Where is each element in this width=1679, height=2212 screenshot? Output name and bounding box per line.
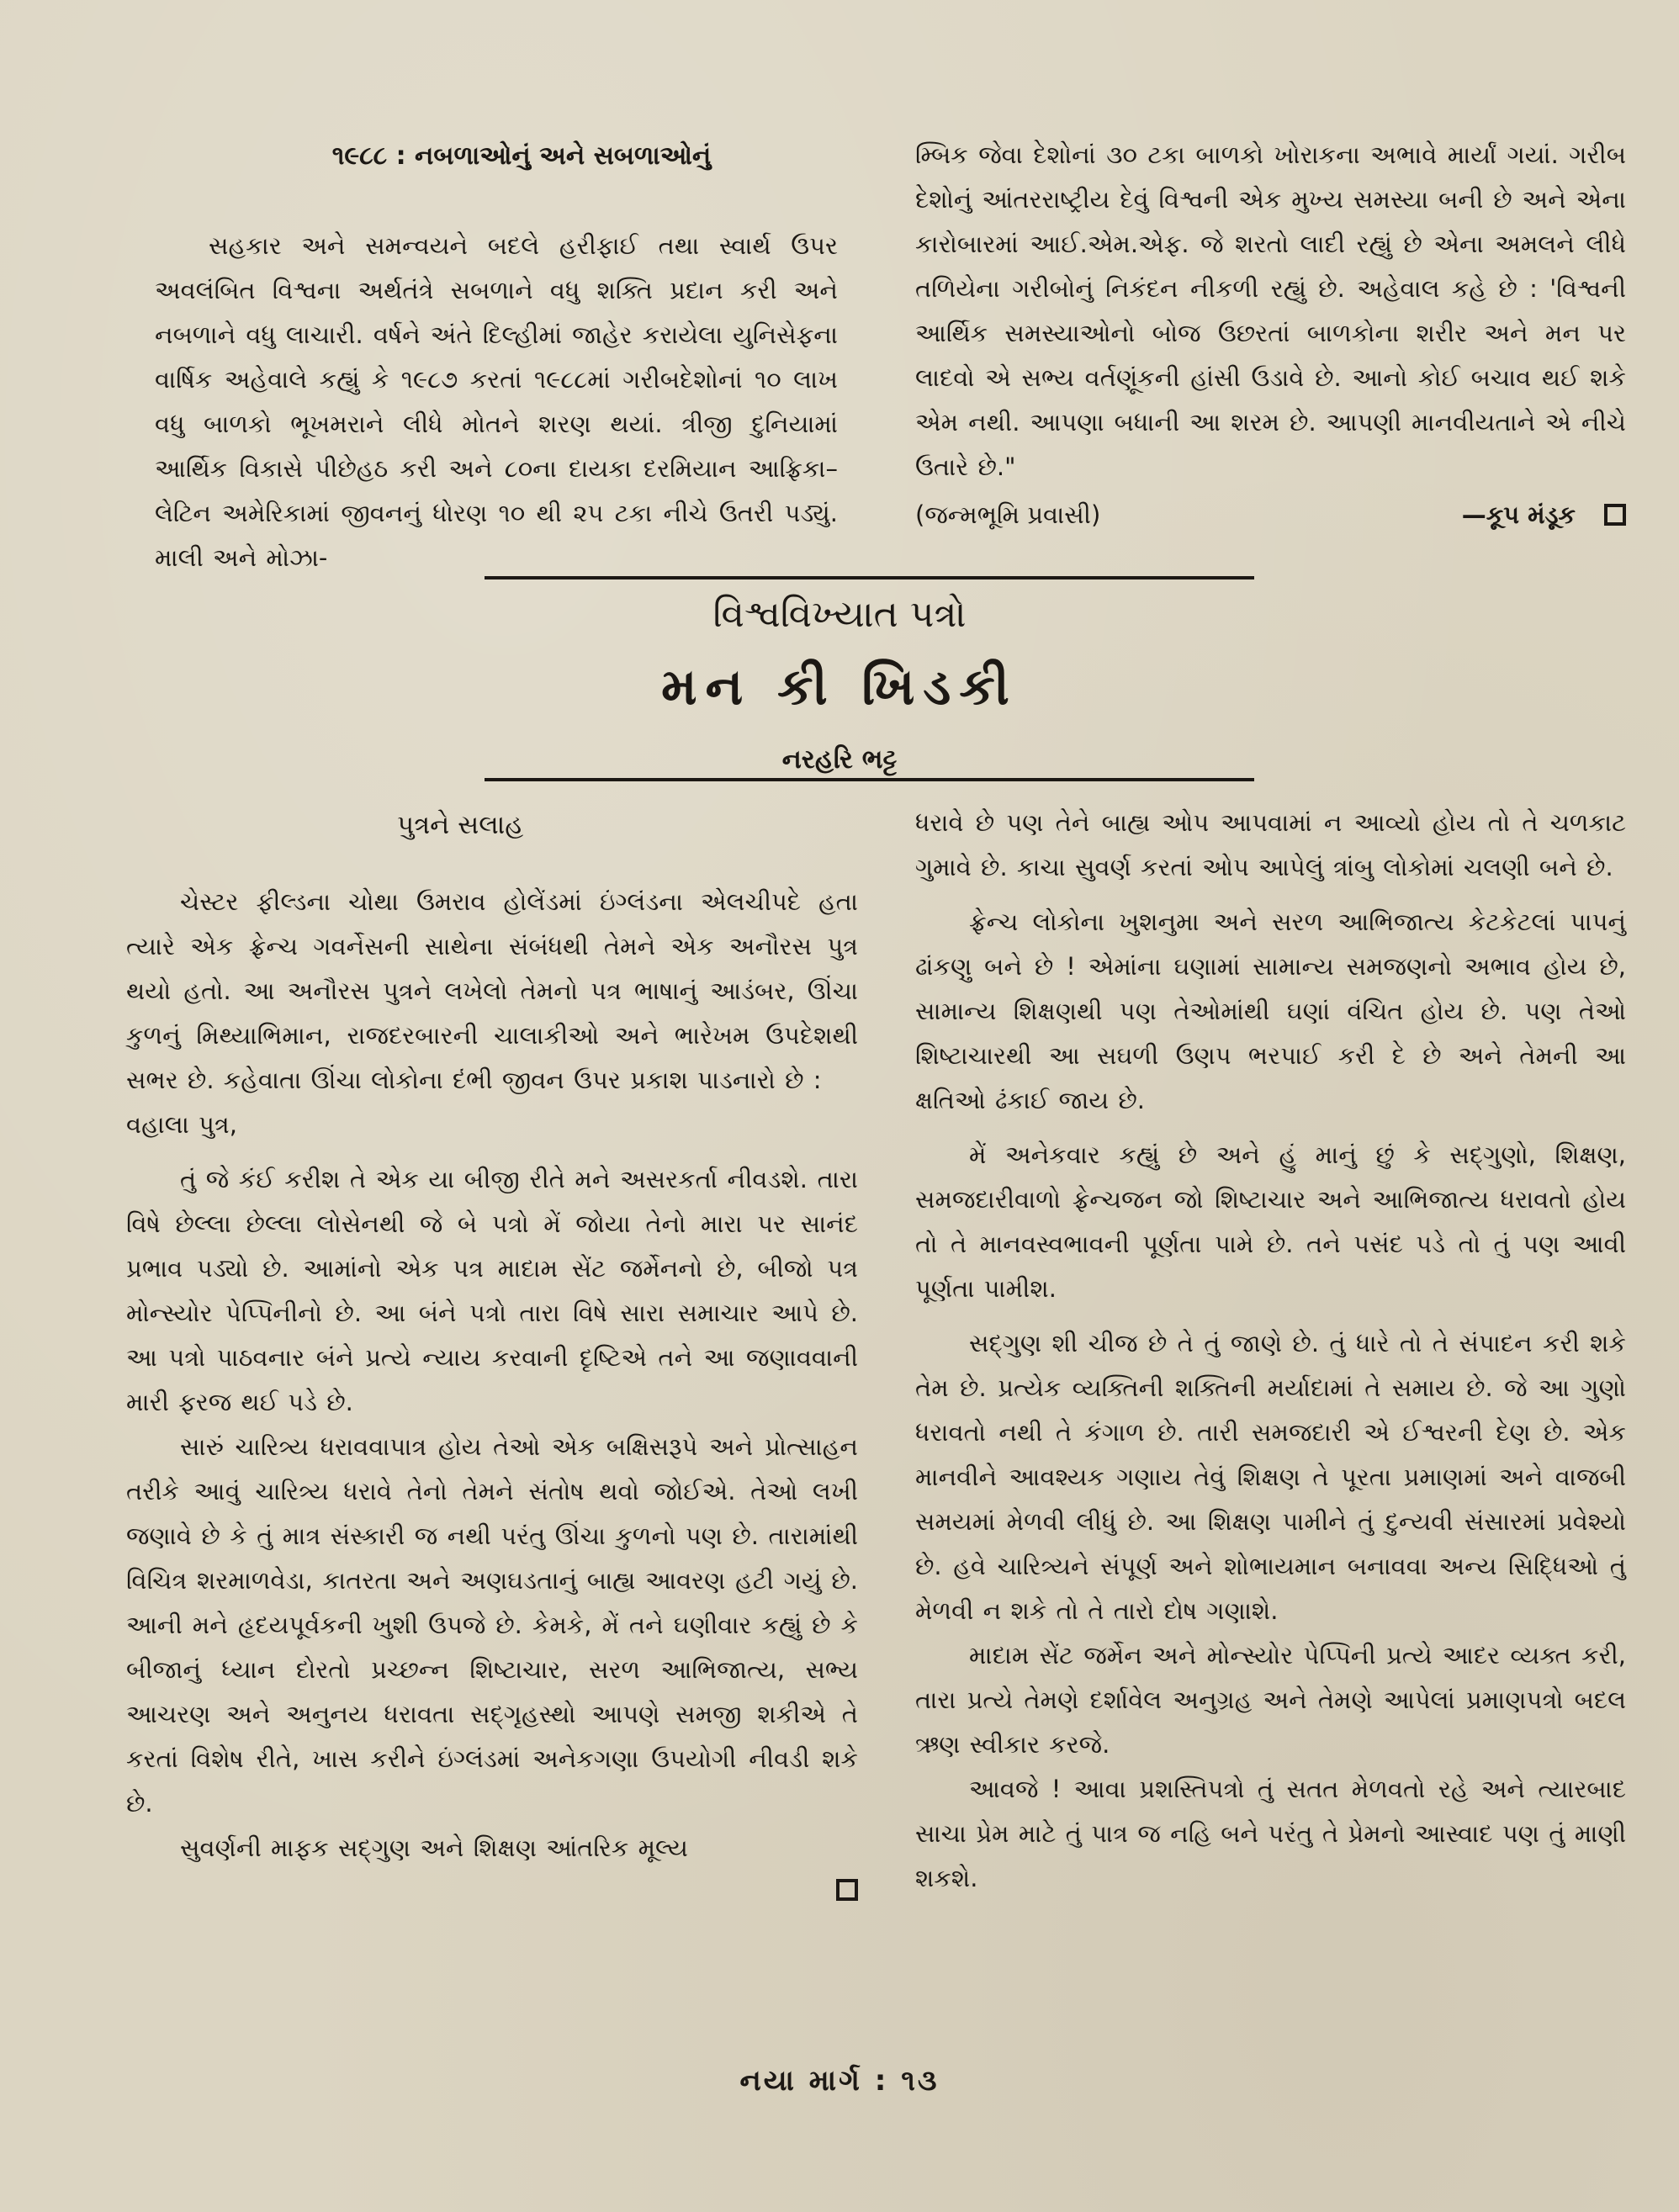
letter-salutation: વહાલા પુત્ર, xyxy=(126,1110,237,1139)
article-end-mark-icon xyxy=(836,1879,858,1901)
top-right-column xyxy=(915,133,1626,535)
top-right-paragraph: મ્બિક જેવા દેશોનાં ૩૦ ટકા બાળકો ખોરાકના અભાવે માર્યાં ગયાં. ગરીબ દેશોનું આંતરરાષ્ટ્રીય દેવું વિશ્વની એક મુખ્ય સમસ્યા બની છે અને એના કારોબારમાં આઈ.એમ.એફ. જે શરતો લાદી રહ્યું છે એના અમલને લીધે તળિયેના ગરીબોનું નિકંદન નીકળી રહ્યું છે. અહેવાલ કહે છે : 'વિશ્વની આર્થિક સમસ્યાઓનો બોજ ઉછરતાં બાળકોના શરીર અને મન પર લાદવો એ સભ્ય વર્તણૂંકની હાંસી ઉડાવે છે. આનો કોઈ બચાવ થઈ શકે એમ નથી. આપણા બધાની આ શરમ છે. આપણી માનવીયતાને એ નીચે ઉતારે છે." xyxy=(915,140,1626,481)
article-right-column xyxy=(915,801,1626,1901)
letter-paragraph-2: સારું ચારિત્ર્ય ધરાવવાપાત્ર હોય તેઓ એક બક્ષિસરૂપે અને પ્રોત્સાહન તરીકે આવું ચારિત્ર્ય ધરાવે તેનો તેમને સંતોષ થવો જોઈએ. તેઓ લખી જણાવે છે કે તું માત્ર સંસ્કારી જ નથી પરંતુ ઊંચા કુળનો પણ છે. તારામાંથી વિચિત્ર શરમાળવેડા, કાતરતા અને અણઘડતાનું બાહ્ય આવરણ હટી ગયું છે. આની મને હૃદયપૂર્વકની ખુશી ઉપજે છે. કેમકે, મેં તને ઘણીવાર કહ્યું છે કે બીજાનું ધ્યાન દોરતો પ્રચ્છન્ન શિષ્ટાચાર, સરળ આભિજાત્ય, સભ્ય આચરણ અને અનુનય ધરાવતા સદ્‌ગૃહસ્થો આપણે સમજી શકીએ તે કરતાં વિશેષ રીતે, ખાસ કરીને ઇંગ્લંડમાં અનેકગણા ઉપયોગી નીવડી શકે છે. xyxy=(126,1432,858,1818)
article-left-column xyxy=(126,801,858,1901)
top-left-paragraph: સહકાર અને સમન્વયને બદલે હરીફાઈ તથા સ્વાર્થ ઉપર અવલંબિત વિશ્વના અર્થતંત્રે સબળાને વધુ શક્તિ પ્રદાન કરી અને નબળાને વધુ લાચારી. વર્ષને અંતે દિલ્હીમાં જાહેર કરાયેલા યુનિસેફના વાર્ષિક અહેવાલે કહ્યું કે ૧૯૮૭ કરતાં ૧૯૮૮માં ગરીબદેશોનાં ૧૦ લાખ વધુ બાળકો ભૂખમરાને લીધે મોતને શરણ થયાં. ત્રીજી દુનિયામાં આર્થિક વિકાસે પીછેહઠ કરી અને ૮૦ના દાયકા દરમિયાન આફ્રિકા–લેટિન અમેરિકામાં જીવનનું ધોરણ ૧૦ થી ૨૫ ટકા નીચે ઉતરી પડ્યું. માલી અને મોઝા- xyxy=(155,231,838,572)
letter-right-paragraph-0: ધરાવે છે પણ તેને બાહ્ય ઓપ આપવામાં ન આવ્યો હોય તો તે ચળકાટ ગુમાવે છે. કાચા સુવર્ણ કરતાં ઓપ આપેલું ત્રાંબુ લોકોમાં ચલણી બને છે. xyxy=(915,808,1626,881)
letter-right-paragraph-2: મેં અનેકવાર કહ્યું છે અને હું માનું છું કે સદ્‌ગુણો, શિક્ષણ, સમજદારીવાળો ફ્રેન્ચજન જો શિષ્ટાચાર અને આભિજાત્ય ધરાવતો હોય તો તે માનવસ્વભાવની પૂર્ણતા પામે છે. તને પસંદ પડે તો તું પણ આવી પૂર્ણતા પામીશ. xyxy=(915,1140,1626,1303)
letter-paragraph-3: સુવર્ણની માફક સદ્‌ગુણ અને શિક્ષણ આંતરિક મૂલ્ય xyxy=(180,1834,688,1862)
letter-right-paragraph-5: આવજે ! આવા પ્રશસ્તિપત્રો તું સતત મેળવતો રહે અને ત્યારબાદ સાચા પ્રેમ માટે તું પાત્ર જ નહિ બને પરંતુ તે પ્રેમનો આસ્વાદ પણ તું માણી શકશે. xyxy=(915,1775,1626,1892)
letter-paragraph-1: તું જે કંઈ કરીશ તે એક યા બીજી રીતે મને અસરકર્તા નીવડશે. તારા વિષે છેલ્લા છેલ્લા લોસેનથી જે બે પત્રો મેં જોયા તેનો મારા પર સાનંદ પ્રભાવ પડ્યો છે. આમાંનો એક પત્ર માદામ સેંટ જર્મેનનો છે, બીજો પત્ર મોન્સ્યોર પેપ્પિનીનો છે. આ બંને પત્રો તારા વિષે સારા સમાચાર આપે છે. આ પત્રો પાઠવનાર બંને પ્રત્યે ન્યાય કરવાની દૃષ્ટિએ તને આ જણાવવાની મારી ફરજ થઈ પડે છે. xyxy=(126,1165,858,1416)
article-title: મન કી ખિડકી xyxy=(661,658,1018,717)
article-end-mark xyxy=(126,1879,858,1901)
top-right-source: (જન્મભૂમિ પ્રવાસી) xyxy=(915,500,1101,529)
top-left-column xyxy=(155,133,838,580)
letter-right-paragraph-3: સદ્‌ગુણ શી ચીજ છે તે તું જાણે છે. તું ધારે તો તે સંપાદન કરી શકે તેમ છે. પ્રત્યેક વ્યક્તિની શક્તિની મર્યાદામાં તે સમાય છે. જે આ ગુણો ધરાવતો નથી તે કંગાળ છે. તારી સમજદારી એ ઈશ્વરની દેણ છે. એક માનવીને આવશ્યક ગણાય તેવું શિક્ષણ તે પૂરતા પ્રમાણમાં અને વાજબી સમયમાં મેળવી લીધું છે. આ શિક્ષણ પામીને તું દુન્યવી સંસારમાં પ્રવેશ્યો છે. હવે ચારિત્ર્યને સંપૂર્ણ અને શોભાયમાન બનાવવા અન્ય સિદ્ધિઓ તું મેળવી ન શકે તો તે તારો દોષ ગણાશે. xyxy=(915,1329,1626,1625)
title-bottom-rule xyxy=(485,778,1254,781)
article-byline: નરહરિ ભટ્ટ xyxy=(781,744,898,775)
top-right-author: —કૂપ મંડૂક xyxy=(1461,500,1576,529)
top-left-heading: ૧૯૮૮ : નબળાઓનું અને સબળાઓનું xyxy=(331,141,712,171)
end-mark-icon xyxy=(1604,504,1626,526)
article-subheading: પુત્રને સલાહ xyxy=(397,810,524,840)
page-footer: નયા માર્ગ : ૧૩ xyxy=(739,2064,940,2098)
title-top-rule xyxy=(485,576,1254,579)
letter-right-paragraph-4: માદામ સેંટ જર્મેન અને મોન્સ્યોર પેપ્પિની પ્રત્યે આદર વ્યક્ત કરી, તારા પ્રત્યે તેમણે દર્શાવેલ અનુગ્રહ અને તેમણે આપેલાં પ્રમાણપત્રો બદલ ઋણ સ્વીકાર કરજે. xyxy=(915,1641,1626,1759)
top-right-author-block xyxy=(1462,500,1626,530)
article-kicker: વિશ્વવિખ્યાત પત્રો xyxy=(712,593,967,636)
top-right-signoff xyxy=(915,495,1626,535)
letter-right-paragraph-1: ફ્રેન્ચ લોકોના ખુશનુમા અને સરળ આભિજાત્ય કેટકેટલાં પાપનું ઢાંકણુ બને છે ! એમાંના ઘણામાં સામાન્ય સમજણનો અભાવ હોય છે, સામાન્ય શિક્ષણથી પણ તેઓમાંથી ઘણાં વંચિત હોય છે. પણ તેઓ શિષ્ટાચારથી આ સઘળી ઉણપ ભરપાઈ કરી દે છે અને તેમની આ ક્ષતિઓ ઢંકાઈ જાય છે. xyxy=(915,908,1626,1114)
article-intro: ચેસ્ટર ફીલ્ડના ચોથા ઉમરાવ હોલેંડમાં ઇંગ્લંડના એલચીપદે હતા ત્યારે એક ફ્રેન્ચ ગવર્નેસની સાથેના સંબંધથી તેમને એક અનૌરસ પુત્ર થયો હતો. આ અનૌરસ પુત્રને લખેલો તેમનો પત્ર ભાષાનું આડંબર, ઊંચા કુળનું મિથ્યાભિમાન, રાજદરબારની ચાલાકીઓ અને ભારેખમ ઉપદેશથી સભર છે. કહેવાતા ઊંચા લોકોના દંભી જીવન ઉપર પ્રકાશ પાડનારો છે : xyxy=(126,887,858,1094)
